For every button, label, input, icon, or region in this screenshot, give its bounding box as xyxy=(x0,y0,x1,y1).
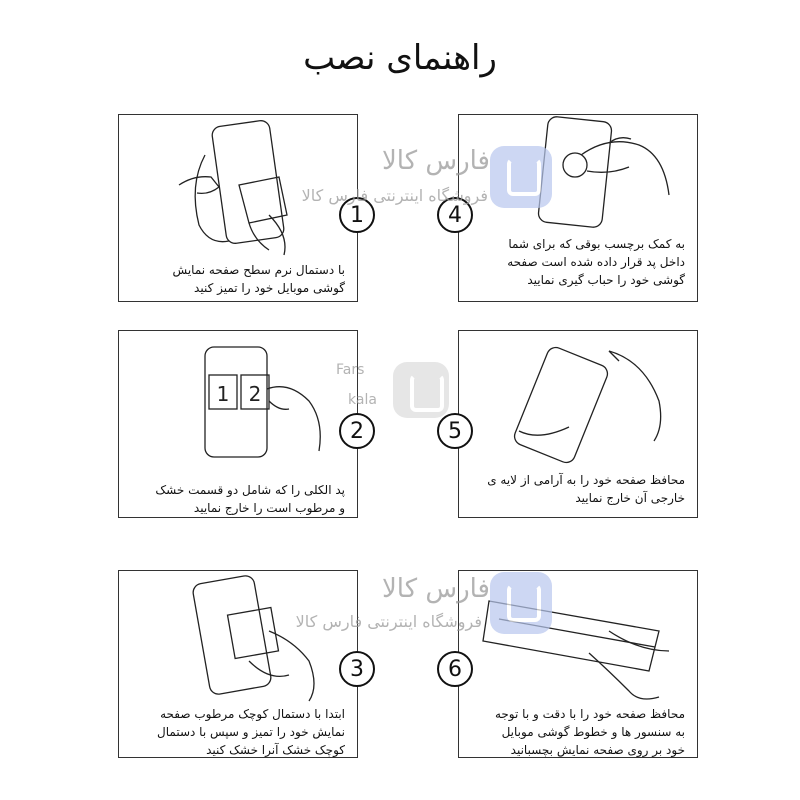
step-text-5: محافظ صفحه خود را به آرامی از لایه ی خارجی آن خارج نمایید xyxy=(487,473,685,505)
watermark-brand-3: فارس کالا xyxy=(381,574,490,604)
brand-logo-watermark-3 xyxy=(490,572,552,634)
step-text-6: محافظ صفحه خود را با دقت و با توجه به سنسور ها و خطوط گوشی موبایل خود بر روی صفحه نمایش بچسبانید xyxy=(494,707,685,757)
step-number-6: 6 xyxy=(437,651,473,687)
brand-logo-watermark-1 xyxy=(490,146,552,208)
watermark-brand-1: فارس کالا xyxy=(381,146,490,176)
step-number-3: 3 xyxy=(339,651,375,687)
brand-logo-watermark-2 xyxy=(393,362,449,418)
pad-label-2: 2 xyxy=(248,382,262,406)
step-card-5 xyxy=(448,330,698,518)
step-text-4: به کمک برچسب بوقی که برای شما داخل پد قرار داده شده است صفحه گوشی خود را حباب گیری نمایید xyxy=(507,237,685,287)
watermark-brand-en-2: kala xyxy=(348,392,377,408)
step-number-2: 2 xyxy=(339,413,375,449)
watermark-brand-en-1: Fars xyxy=(336,362,365,378)
step-card-4 xyxy=(448,114,698,302)
step-number-5: 5 xyxy=(437,413,473,449)
step-text-3: ابتدا با دستمال کوچک مرطوب صفحه نمایش خود را تمیز و سپس با دستمال کوچک خشک آنرا خشک کنید xyxy=(157,707,345,757)
watermark-tagline-1: فروشگاه اینترنتی فارس کالا xyxy=(301,186,488,205)
step-number-4: 4 xyxy=(437,197,473,233)
step-card-1 xyxy=(118,114,364,302)
page-title: راهنمای نصب xyxy=(303,38,497,78)
step-number-1: 1 xyxy=(339,197,375,233)
step-card-3 xyxy=(118,570,364,758)
watermark-tagline-3: فروشگاه اینترنتی فارس کالا xyxy=(295,612,482,631)
step-text-2: پد الکلی را که شامل دو قسمت خشک و مرطوب است را خارج نمایید xyxy=(155,483,345,515)
pad-label-1: 1 xyxy=(216,382,230,406)
step-text-1: با دستمال نرم سطح صفحه نمایش گوشی موبایل خود را تمیز کنید xyxy=(172,263,345,295)
